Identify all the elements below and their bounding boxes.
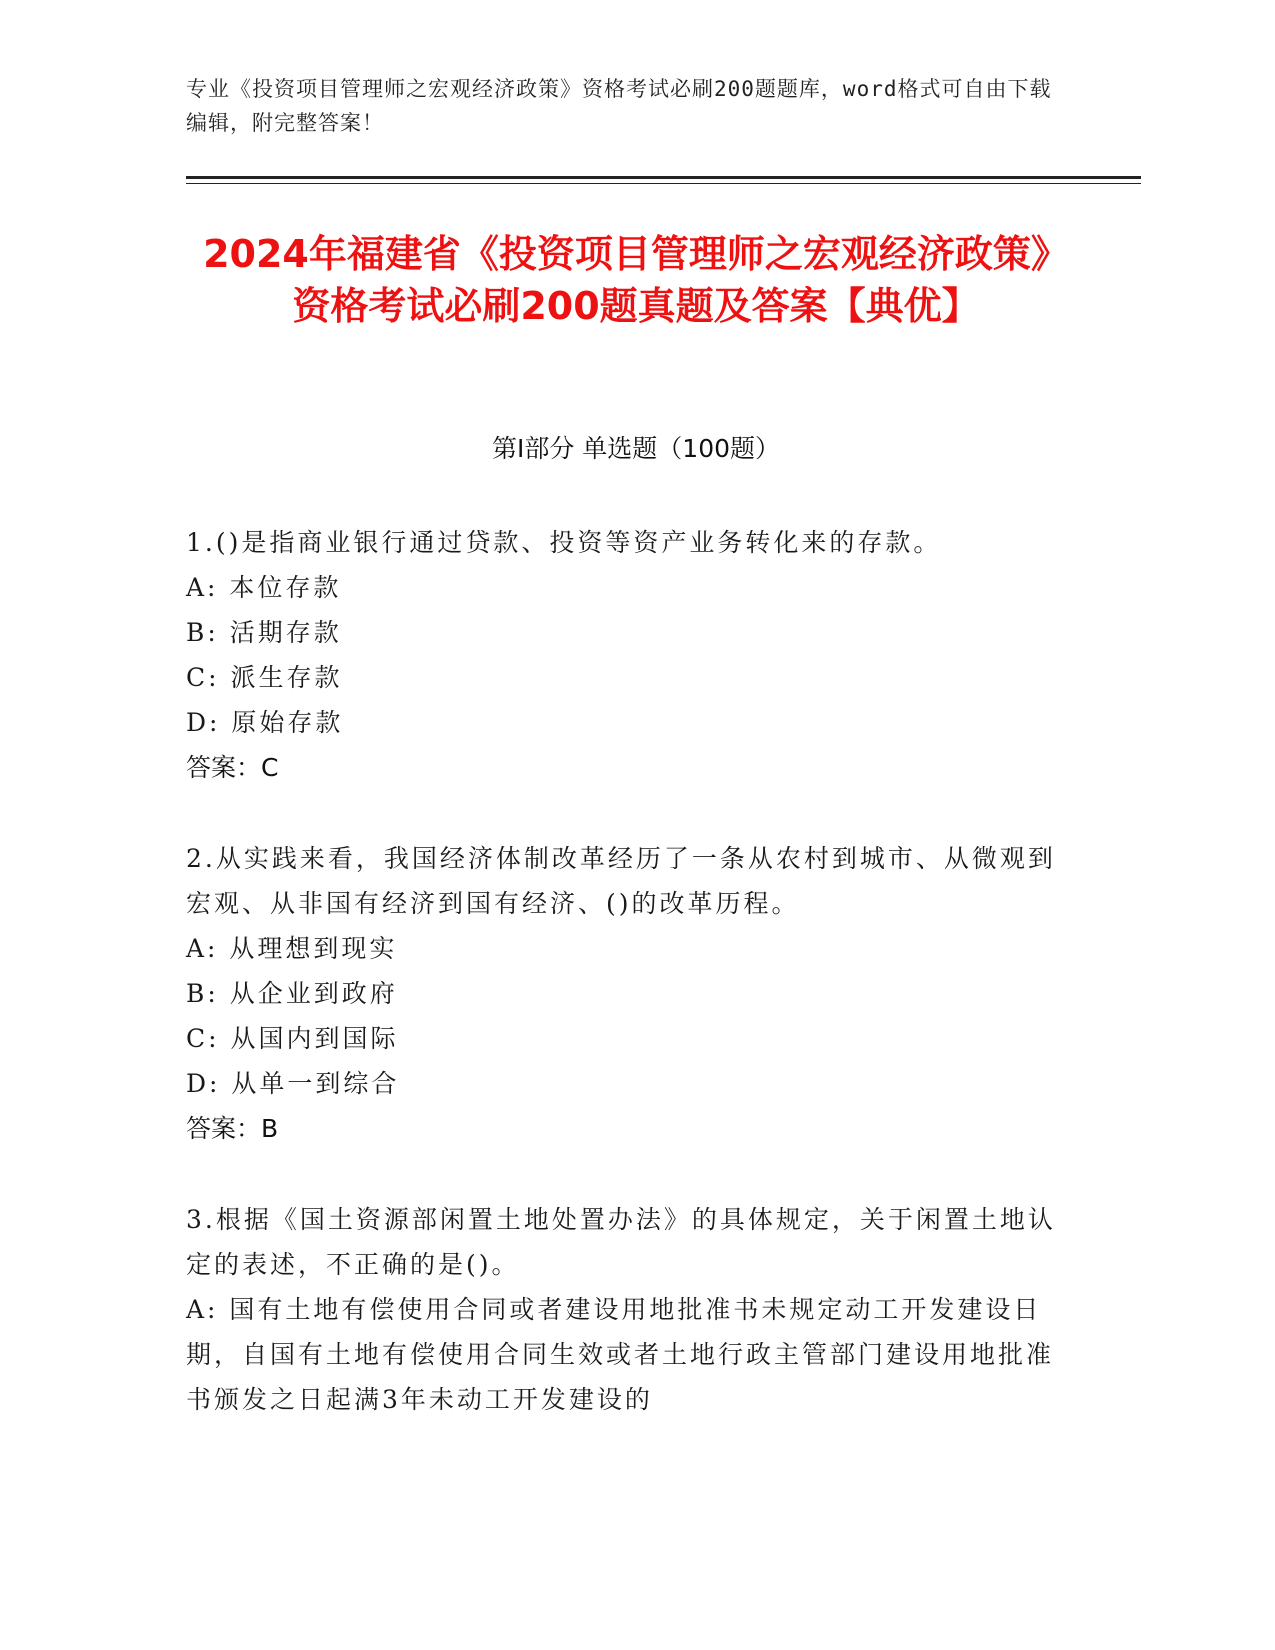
section-title: 第I部分 单选题（100题） — [491, 434, 781, 463]
header-rule-thin — [186, 183, 1141, 184]
document-title: 2024年福建省《投资项目管理师之宏观经济政策》资格考试必刷200题真题及答案【典优】 — [203, 232, 1069, 328]
header-rule-thick — [186, 176, 1141, 179]
option-d: D: 从单一到综合 — [186, 1069, 400, 1098]
question-list — [186, 520, 1066, 1468]
option-d: D: 原始存款 — [186, 708, 344, 737]
question-2 — [186, 836, 1066, 1151]
question-3 — [186, 1197, 1066, 1422]
option-a: A: 从理想到现实 — [186, 934, 398, 963]
option-c: C: 从国内到国际 — [186, 1024, 399, 1053]
option-a: A: 本位存款 — [186, 573, 342, 602]
header-note: 专业《投资项目管理师之宏观经济政策》资格考试必刷200题题库，word格式可自由下载编辑，附完整答案！ — [186, 77, 1052, 135]
question-stem: 3.根据《国土资源部闲置土地处置办法》的具体规定，关于闲置土地认定的表述，不正确的是()。 — [186, 1205, 1056, 1279]
question-stem: 1.()是指商业银行通过贷款、投资等资产业务转化来的存款。 — [186, 528, 942, 557]
option-a: A: 国有土地有偿使用合同或者建设用地批准书未规定动工开发建设日期，自国有土地有偿使用合同生效或者土地行政主管部门建设用地批准书颁发之日起满3年未动工开发建设的 — [186, 1295, 1055, 1414]
answer: 答案：C — [186, 753, 279, 782]
answer: 答案：B — [186, 1114, 279, 1143]
option-b: B: 从企业到政府 — [186, 979, 398, 1008]
option-b: B: 活期存款 — [186, 618, 342, 647]
option-c: C: 派生存款 — [186, 663, 343, 692]
question-stem: 2.从实践来看，我国经济体制改革经历了一条从农村到城市、从微观到宏观、从非国有经济到国有经济、()的改革历程。 — [186, 844, 1056, 918]
question-1 — [186, 520, 1066, 790]
